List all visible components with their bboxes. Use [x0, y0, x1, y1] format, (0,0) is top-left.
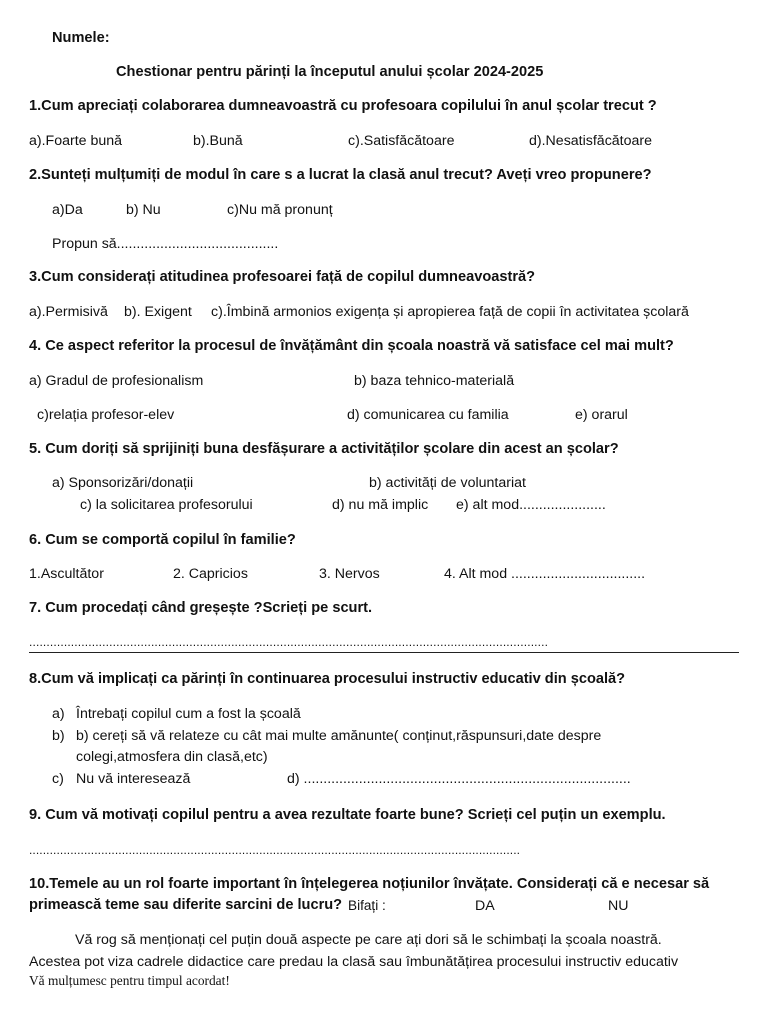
question-10-line2: primească teme sau diferite sarcini de lucru?: [29, 897, 343, 913]
question-9: 9. Cum vă motivați copilul pentru a avea rezultate foarte bune? Scrieți cel puțin un exemplu.: [29, 807, 666, 823]
name-label: Numele:: [52, 30, 110, 46]
q10-tick-label: Bifați :: [348, 898, 386, 913]
q8-option-a: Întrebați copilul cum a fost la școală: [76, 706, 301, 722]
question-7: 7. Cum procedați când greșește ?Scrieți pe scurt.: [29, 600, 373, 616]
q2-option-c: c)Nu mă pronunț: [227, 202, 333, 218]
q5-option-a: a) Sponsorizări/donații: [52, 475, 194, 491]
q6-option-1: 1.Ascultător: [29, 566, 104, 582]
closing-line-1: Vă rog să menționați cel puțin două aspecte pe care ați dori să le schimbați la școala noastră.: [75, 932, 662, 948]
q3-option-b: b). Exigent: [124, 304, 192, 320]
q5-option-c: c) la solicitarea profesorului: [80, 497, 253, 513]
question-3: 3.Cum considerați atitudinea profesoarei față de copilul dumneavoastră?: [29, 269, 536, 285]
q4-option-d: d) comunicarea cu familia: [347, 407, 509, 423]
q3-option-c: c).Îmbină armonios exigența și apropierea față de copii în activitatea școlară: [211, 304, 689, 320]
q8-option-d: d) ...................................................................................: [287, 771, 631, 787]
q1-option-b: b).Bună: [193, 133, 243, 149]
q4-option-c: c)relația profesor-elev: [37, 407, 175, 423]
q6-option-4: 4. Alt mod ..................................: [444, 566, 646, 582]
question-5: 5. Cum doriți să sprijiniți buna desfășurare a activităților școlare din acest an școlar?: [29, 441, 619, 457]
q8-option-b-line1: b) cereți să vă relateze cu cât mai multe amănunte( conținut,răspunsuri,date despre: [76, 728, 602, 744]
q8-marker-b: b): [52, 728, 65, 744]
q3-option-a: a).Permisivă: [29, 304, 108, 320]
q10-no-option: NU: [608, 898, 629, 914]
question-6: 6. Cum se comportă copilul în familie?: [29, 532, 296, 548]
q9-answer-line: ...............................................................................................................................................: [29, 843, 521, 857]
q2-proposal-line: Propun să.........................................: [52, 236, 279, 252]
q4-option-a: a) Gradul de profesionalism: [29, 373, 204, 389]
q8-marker-c: c): [52, 771, 64, 787]
q8-option-b-line2: colegi,atmosfera din clasă,etc): [76, 749, 268, 765]
q5-option-e: e) alt mod......................: [456, 497, 606, 513]
q4-option-e: e) orarul: [575, 407, 628, 423]
q6-option-3: 3. Nervos: [319, 566, 380, 582]
q2-option-a: a)Da: [52, 202, 83, 218]
question-2: 2.Sunteți mulțumiți de modul în care s a lucrat la clasă anul trecut? Aveți vreo propunere?: [29, 167, 652, 183]
question-8: 8.Cum vă implicați ca părinți în continuarea procesului instructiv educativ din școală?: [29, 671, 626, 687]
q1-option-d: d).Nesatisfăcătoare: [529, 133, 653, 149]
horizontal-rule: [29, 652, 739, 653]
question-1: 1.Cum apreciați colaborarea dumneavoastră cu profesoara copilului în anul școlar trecut ?: [29, 98, 657, 114]
q1-option-c: c).Satisfăcătoare: [348, 133, 455, 149]
closing-line-2: Acestea pot viza cadrele didactice care predau la clasă sau îmbunătățirea procesului instructiv educativ: [29, 954, 679, 970]
question-10-line1: 10.Temele au un rol foarte important în înțelegerea noțiunilor învățate. Considerați că e necesar să: [29, 876, 710, 892]
document-title: Chestionar pentru părinți la începutul anului școlar 2024-2025: [116, 64, 544, 80]
q2-option-b: b) Nu: [126, 202, 161, 218]
q5-option-d: d) nu mă implic: [332, 497, 429, 513]
q8-marker-a: a): [52, 706, 65, 722]
question-4: 4. Ce aspect referitor la procesul de învățământ din școala noastră vă satisface cel mai mult?: [29, 338, 674, 354]
q6-option-2: 2. Capricios: [173, 566, 248, 582]
q8-option-c: Nu vă interesează: [76, 771, 191, 787]
q1-option-a: a).Foarte bună: [29, 133, 123, 149]
q5-option-b: b) activități de voluntariat: [369, 475, 526, 491]
thanks-line: Vă mulțumesc pentru timpul acordat!: [29, 973, 230, 988]
q7-answer-line: .....................................................................................................................................................: [29, 635, 549, 649]
q4-option-b: b) baza tehnico-materială: [354, 373, 515, 389]
q10-yes-option: DA: [475, 898, 495, 914]
